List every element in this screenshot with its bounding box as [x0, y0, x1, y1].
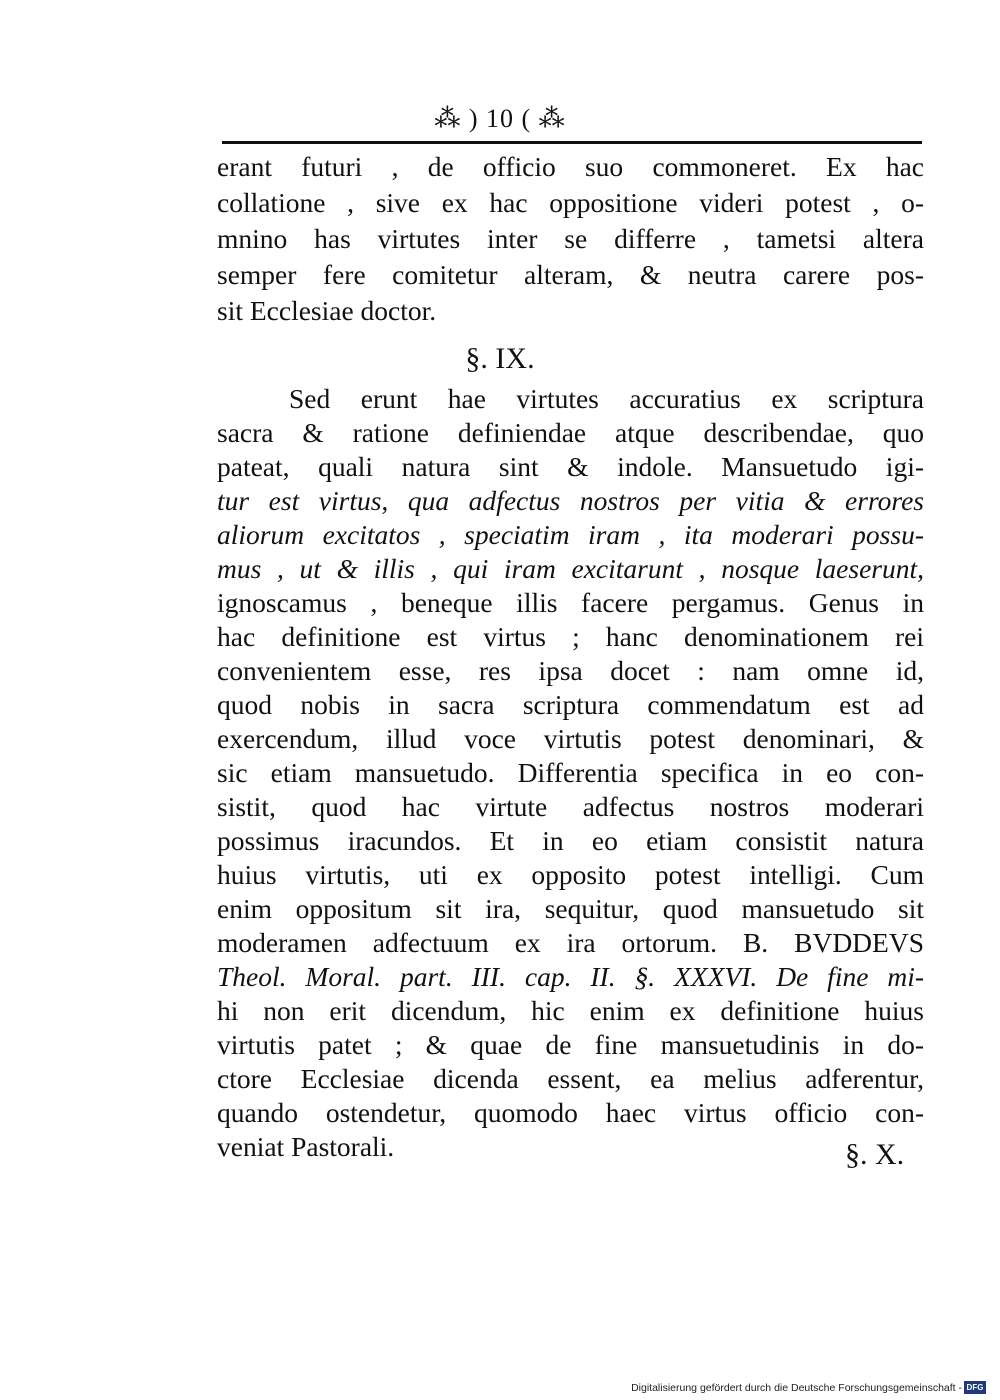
- text-line: hac definitione est virtus ; hanc denominationem rei: [217, 621, 924, 652]
- text-line: collatione , sive ex hac oppositione videri potest , o-: [217, 187, 924, 218]
- text-line: quod nobis in sacra scriptura commendatum est ad: [217, 689, 924, 720]
- text-line: sic etiam mansuetudo. Differentia specifica in eo con-: [217, 757, 924, 788]
- text-line: hi non erit dicendum, hic enim ex definitione huius: [217, 995, 924, 1026]
- text-line: ignoscamus , beneque illis facere pergamus. Genus in: [217, 587, 924, 618]
- text-line: Sed erunt hae virtutes accuratius ex scriptura: [289, 383, 924, 414]
- header-rule: [222, 141, 922, 144]
- digitization-credit: Digitalisierung gefördert durch die Deutsche Forschungsgemeinschaft -: [631, 1382, 962, 1394]
- text-line: quando ostendetur, quomodo haec virtus officio con-: [217, 1097, 924, 1128]
- text-line: sit Ecclesiae doctor.: [217, 295, 437, 326]
- text-line: ctore Ecclesiae dicenda essent, ea melius adferentur,: [217, 1063, 924, 1094]
- page-header: ⁂ ) 10 ( ⁂: [434, 104, 566, 133]
- text-line: veniat Pastorali.: [217, 1131, 395, 1162]
- text-line: huius virtutis, uti ex opposito potest intelligi. Cum: [217, 859, 924, 890]
- text-line: enim oppositum sit ira, sequitur, quod mansuetudo sit: [217, 893, 924, 924]
- text-line: moderamen adfectuum ex ira ortorum. B. BVDDEVS: [217, 927, 924, 958]
- text-line: mnino has virtutes inter se differre , tametsi altera: [217, 223, 924, 254]
- text-line: Theol. Moral. part. III. cap. II. §. XXXVI. De fine mi-: [217, 961, 924, 992]
- text-line: erant futuri , de officio suo commoneret. Ex hac: [217, 151, 924, 182]
- text-line: semper fere comitetur alteram, & neutra carere pos-: [217, 259, 924, 290]
- dfg-logo: DFG: [964, 1381, 986, 1394]
- text-line: sacra & ratione definiendae atque describendae, quo: [217, 417, 924, 448]
- text-line: mus , ut & illis , qui iram excitarunt , nosque laeserunt,: [217, 553, 924, 584]
- text-line: possimus iracundos. Et in eo etiam consistit natura: [217, 825, 924, 856]
- text-line: exercendum, illud voce virtutis potest denominari, &: [217, 723, 924, 754]
- text-line: convenientem esse, res ipsa docet : nam omne id,: [217, 655, 924, 686]
- text-line: aliorum excitatos , speciatim iram , ita moderari possu-: [217, 519, 924, 550]
- text-line: sistit, quod hac virtute adfectus nostros moderari: [217, 791, 924, 822]
- text-line: virtutis patet ; & quae de fine mansuetudinis in do-: [217, 1029, 924, 1060]
- text-line: tur est virtus, qua adfectus nostros per vitia & errores: [217, 485, 924, 516]
- section-heading: §. IX.: [465, 342, 535, 375]
- text-line: pateat, quali natura sint & indole. Mansuetudo igi-: [217, 451, 924, 482]
- catchword: §. X.: [845, 1138, 905, 1171]
